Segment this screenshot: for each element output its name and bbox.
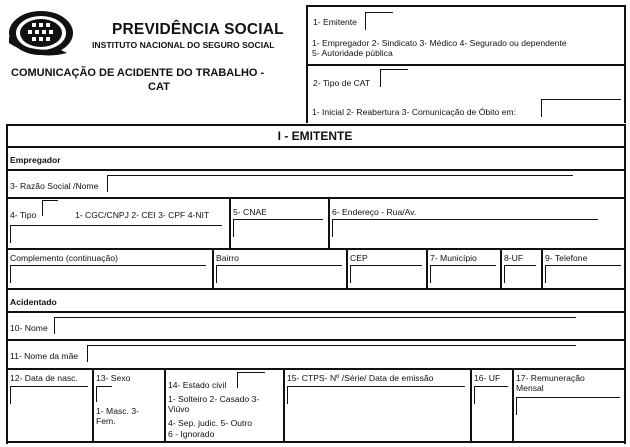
org-subtitle: INSTITUTO NACIONAL DO SEGURO SOCIAL xyxy=(92,40,275,50)
divider-sexo xyxy=(92,368,94,442)
sexo-options: 1- Masc. 3- Fem. xyxy=(96,406,139,427)
nome-mae-label: 11- Nome da mãe xyxy=(10,351,79,361)
estado-civil-options-3: 6 - Ignorado xyxy=(168,429,215,439)
nome-mae-input[interactable] xyxy=(87,345,576,362)
frame-top xyxy=(6,124,626,126)
cep-label: CEP xyxy=(350,253,368,263)
line-after-empregador xyxy=(6,169,626,171)
tipo-label: 4- Tipo xyxy=(10,210,37,220)
divider-remuneracao xyxy=(512,368,514,442)
cnae-label: 5- CNAE xyxy=(233,207,267,217)
frame-left xyxy=(6,124,8,444)
telefone-input[interactable] xyxy=(545,265,621,283)
obito-date-input[interactable] xyxy=(541,99,621,117)
ctps-input[interactable] xyxy=(287,386,465,404)
nome-input[interactable] xyxy=(54,317,576,334)
municipio-label: 7- Município xyxy=(430,253,477,263)
telefone-label: 9- Telefone xyxy=(545,253,588,263)
section-title-line xyxy=(6,146,626,148)
cep-input[interactable] xyxy=(350,265,422,283)
line-after-complemento xyxy=(6,288,626,290)
divider-telefone xyxy=(541,248,543,289)
sexo-input[interactable] xyxy=(96,386,112,402)
divider-ctps xyxy=(283,368,285,442)
estado-civil-input[interactable] xyxy=(237,372,265,388)
inss-logo xyxy=(7,9,75,57)
endereco-label: 6- Endereço - Rua/Av. xyxy=(332,207,417,217)
line-after-acidentado xyxy=(6,311,626,313)
tipo-input[interactable] xyxy=(42,200,58,216)
bairro-input[interactable] xyxy=(216,265,342,283)
line-after-nome xyxy=(6,339,626,341)
frame-bottom xyxy=(6,441,626,443)
endereco-input[interactable] xyxy=(332,219,598,237)
estado-civil-options-1: 1- Solteiro 2- Casado 3- Viúvo xyxy=(168,394,260,415)
divider-bairro xyxy=(212,248,214,289)
header-mid-line xyxy=(306,64,626,66)
emitente-label: 1- Emitente xyxy=(313,17,357,27)
tipo-cat-options: 1- Inicial 2- Reabertura 3- Comunicação de Óbito em: xyxy=(312,107,516,117)
line-after-nome-mae xyxy=(6,368,626,370)
complemento-input[interactable] xyxy=(10,265,206,283)
form-title-line2: CAT xyxy=(148,81,170,93)
org-name: PREVIDÊNCIA SOCIAL xyxy=(112,21,284,38)
inscricao-input[interactable] xyxy=(10,225,222,243)
emitente-options-1: 1- Empregador 2- Sindicato 3- Médico 4- Segurado ou dependente xyxy=(312,38,567,48)
line-after-endereco xyxy=(6,248,626,250)
uf-label: 8-UF xyxy=(504,253,524,263)
divider-uf-ctps xyxy=(470,368,472,442)
uf-ctps-label: 16- UF xyxy=(474,373,501,383)
tipo-options: 1- CGC/CNPJ 2- CEI 3- CPF 4-NIT xyxy=(75,210,210,220)
line-after-razao xyxy=(6,197,626,199)
divider-municipio xyxy=(426,248,428,289)
section-title: I - EMITENTE xyxy=(277,129,353,143)
bairro-label: Bairro xyxy=(216,253,239,263)
sexo-label: 13- Sexo xyxy=(96,373,131,383)
tipo-cat-input[interactable] xyxy=(380,69,408,87)
divider-cep xyxy=(346,248,348,289)
uf-ctps-input[interactable] xyxy=(474,386,508,404)
divider-uf xyxy=(500,248,502,289)
complemento-label: Complemento (continuação) xyxy=(10,253,118,263)
cnae-input[interactable] xyxy=(233,219,323,237)
municipio-input[interactable] xyxy=(430,265,496,283)
empregador-heading: Empregador xyxy=(10,155,61,165)
divider-endereco xyxy=(328,197,330,249)
divider-cnae xyxy=(229,197,231,249)
ctps-label: 15- CTPS- Nº /Série/ Data de emissão xyxy=(287,373,434,383)
header-top-line xyxy=(306,5,626,7)
uf-input[interactable] xyxy=(504,265,536,283)
data-nasc-label: 12- Data de nasc. xyxy=(10,373,78,383)
remuneracao-label: 17- Remuneração Mensal xyxy=(516,373,585,394)
estado-civil-options-2: 4- Sep. judic. 5- Outro xyxy=(168,418,253,428)
acidentado-heading: Acidentado xyxy=(10,297,57,307)
tipo-cat-label: 2- Tipo de CAT xyxy=(313,78,371,88)
data-nasc-input[interactable] xyxy=(10,386,88,404)
form-title-line1: COMUNICAÇÃO DE ACIDENTE DO TRABALHO - xyxy=(11,67,265,79)
divider-estado-civil xyxy=(164,368,166,442)
razao-social-label: 3- Razão Social /Nome xyxy=(10,181,99,191)
emitente-input[interactable] xyxy=(365,12,393,30)
nome-label: 10- Nome xyxy=(10,323,48,333)
frame-right xyxy=(624,124,626,444)
razao-social-input[interactable] xyxy=(107,175,573,192)
remuneracao-input[interactable] xyxy=(516,397,620,415)
estado-civil-label: 14- Estado civil xyxy=(168,380,227,390)
emitente-options-2: 5- Autoridade pública xyxy=(312,48,393,58)
